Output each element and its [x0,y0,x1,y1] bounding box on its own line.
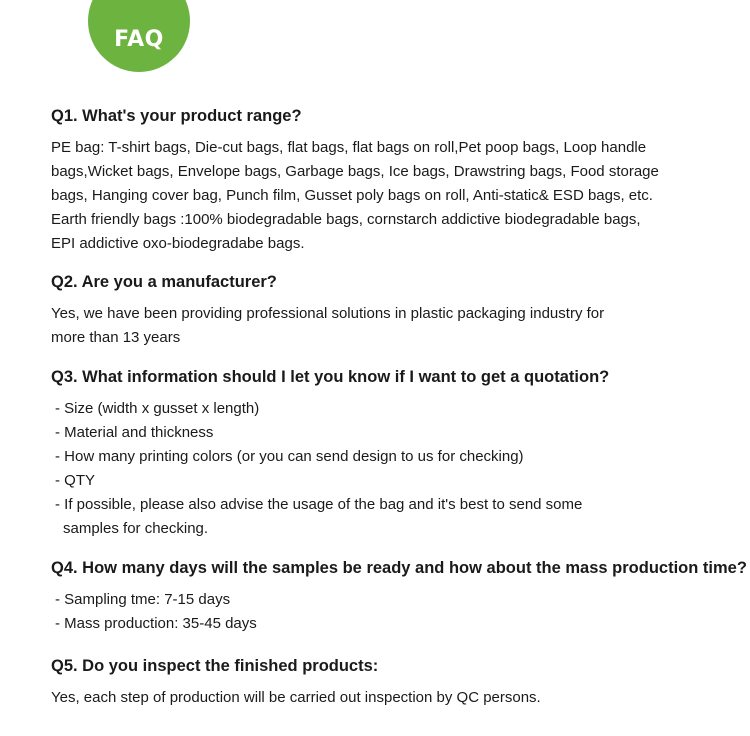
faq-item-4 [51,556,747,636]
question-2: Q2. Are you a manufacturer? [51,273,277,291]
list-item: - If possible, please also advise the usage of the bag and it's best to send some [55,496,583,513]
list-item: - Size (width x gusset x length) [55,400,260,417]
answer-3-list [51,397,741,541]
answer-1-line: Earth friendly bags :100% biodegradable bags, cornstarch addictive biodegradable bags, [51,211,641,228]
list-item: - How many printing colors (or you can send design to us for checking) [55,448,524,465]
answer-2 [51,302,741,350]
faq-item-2 [51,270,741,350]
list-item: - Mass production: 35-45 days [55,615,257,632]
answer-2-line: Yes, we have been providing professional solutions in plastic packaging industry for [51,305,605,322]
list-item: - Sampling tme: 7-15 days [55,591,231,608]
list-item-continuation [55,517,741,541]
answer-2-line: more than 13 years [51,329,181,346]
question-1: Q1. What's your product range? [51,107,302,125]
answer-1-line: EPI addictive oxo-biodegradabe bags. [51,235,305,252]
question-4: Q4. How many days will the samples be ready and how about the mass production time? [51,559,747,577]
answer-4-list [51,588,741,636]
list-item: - Material and thickness [55,424,214,441]
answer-5-line: Yes, each step of production will be carried out inspection by QC persons. [51,689,541,706]
faq-badge [88,0,190,72]
list-item: - QTY [55,472,95,489]
question-3: Q3. What information should I let you know if I want to get a quotation? [51,368,610,386]
answer-5 [51,686,741,710]
answer-1 [51,136,741,256]
answer-1-line: PE bag: T-shirt bags, Die-cut bags, flat bags, flat bags on roll,Pet poop bags, Loop handle [51,139,647,156]
question-5: Q5. Do you inspect the finished products: [51,657,379,675]
answer-1-line: bags, Hanging cover bag, Punch film, Gusset poly bags on roll, Anti-static& ESD bags, etc. [51,187,653,204]
faq-item-1 [51,104,741,256]
faq-item-3 [51,365,741,541]
faq-badge-label: FAQ [114,27,164,52]
answer-1-line: bags,Wicket bags, Envelope bags, Garbage bags, Ice bags, Drawstring bags, Food storage [51,163,659,180]
faq-item-5 [51,654,741,710]
list-item-continuation-text: samples for checking. [63,520,209,537]
